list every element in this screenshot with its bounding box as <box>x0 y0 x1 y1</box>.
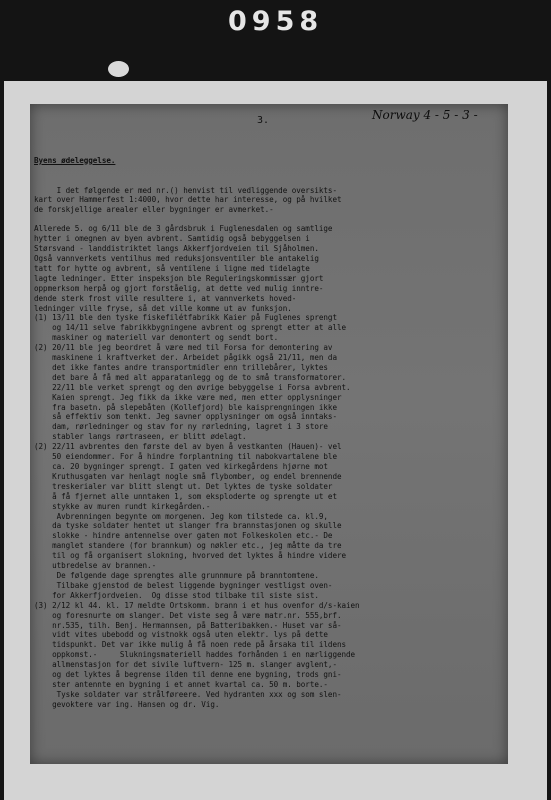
film-frame-number: 0958 <box>228 6 324 37</box>
text-line: utbredelse av brannen.- <box>34 561 157 571</box>
text-line: kart over Hammerfest 1:4000, hvor dette har interesse, og på hvilket <box>34 195 342 205</box>
text-line: da tyske soldater hentet ut slanger fra brannstasjonen og skulle <box>34 521 342 531</box>
text-line: (1) 13/11 ble den tyske fiskefilétfabrikk Kaier på Fuglenes sprengt <box>34 313 337 323</box>
text-line: Kruthusgaten var henlagt nogle små flybomber, og endel brennende <box>34 471 342 481</box>
document-page <box>30 104 508 764</box>
text-line: Også vannverkets ventilhus med reduksjonsventiler ble antakelig <box>34 253 319 263</box>
text-line: Allerede 5. og 6/11 ble de 3 gårdsbruk i Fuglenesdalen og samtlige <box>34 224 333 234</box>
text-line: stabler langs rørtraseen, er blitt ødelagt. <box>34 432 247 442</box>
text-line: lagte ledninger. Etter inspeksjon ble Reguleringskommissær gjort <box>34 273 324 283</box>
text-line: manglet standere (for brannkum) og nøkler etc., jeg måtte da tre <box>34 541 342 551</box>
text-line: nr.535, tilh. Benj. Hermannsen, på Batteribakken.- Huset var så- <box>34 620 342 630</box>
text-line: I det følgende er med nr.() henvist til vedliggende oversikts- <box>34 185 337 195</box>
text-line: vidt vites ubebodd og vistnokk også uten elektr. lys på dette <box>34 630 328 640</box>
text-line: ca. 20 bygninger sprengt. I gaten ved kirkegårdens hjørne mot <box>34 462 328 471</box>
text-line: og 14/11 selve fabrikkbygningene avbrent og sprengt etter at alle <box>34 323 347 333</box>
text-line: tatt for hytte og avbrent, så ventilene i ligne med tidelagte <box>34 263 310 273</box>
text-line: stykke av muren rundt kirkegården.- <box>34 501 211 511</box>
text-line: 22/11 ble verket sprengt og den øvrige bebyggelse i Forsa avbrent. <box>34 382 351 392</box>
typed-text-body <box>34 136 504 710</box>
text-line: dam, rørledninger og stav for ny rørledning, lagret i 3 store <box>34 422 328 432</box>
text-line: og foresnurte om slanger. Det viste seg å være matr.nr. 555,brf. <box>34 610 342 620</box>
text-line: Tyske soldater var strålføreere. Ved hydranten xxx og som slen- <box>34 689 342 699</box>
text-line: for Akkerfjordveien. Og disse stod tilbake til siste sist. <box>34 590 319 600</box>
text-line: maskiner og materiell var demontert og sendt bort. <box>34 333 279 343</box>
text-line: til og få organisert slokning, hvorved det lyktes å hindre videre <box>34 551 347 561</box>
text-line: å få fjernet alle unntaken 1, som eksploderte og sprengte ut et <box>34 491 337 501</box>
text-line: ledninger ville fryse, så det ville komme ut av funksjon. <box>34 303 292 313</box>
text-line: dende sterk frost ville resultere i, at vannverkets hoved- <box>34 293 297 303</box>
text-line: tidspunkt. Det var ikke mulig å få noen rede på årsaka til ildens <box>34 640 347 650</box>
text-line: det bare å få med alt apparatanlegg og de to små transformatorer. <box>34 372 347 382</box>
handwritten-annotation: Norway 4 - 5 - 3 - <box>372 108 478 122</box>
text-line: Avbrenningen begynte om morgenen. Jeg kom tilstede ca. kl.9, <box>34 511 328 521</box>
text-line: de forskjellige arealer eller bygninger er avmerket.- <box>34 205 274 215</box>
text-line <box>34 215 504 224</box>
text-line: allmenstasjon for det sivile luftvern- 125 m. slanger avglent,- <box>34 660 337 670</box>
text-line: og det lyktes å begrense ilden til denne ene bygning, trods gni- <box>34 670 342 680</box>
section-heading: Byens ødeleggelse. <box>34 155 116 165</box>
text-line: De følgende dage sprengtes alle grunnmure på branntomtene. <box>34 570 319 580</box>
text-line: oppmerksom herpå og gjort forståelig, at dette ved mulig inntre- <box>34 283 324 293</box>
text-line: fra basetn. på slepebåten (Kollefjord) ble kaisprengningen ikke <box>34 402 337 412</box>
text-line: treskerialer var blitt slengt ut. Det lyktes de tyske soldater <box>34 481 333 491</box>
text-line: hytter i omegnen av byen avbrent. Samtidig også bebyggelsen i <box>34 234 310 244</box>
page-number: 3. <box>257 115 270 126</box>
film-punch-hole <box>108 61 129 77</box>
text-line: så effektiv som tenkt. Jeg savner opplysninger om også inntaks- <box>34 412 337 422</box>
text-line: oppkomst.- Slukningsmateriell haddes forhånden i en nærliggende <box>34 650 356 660</box>
text-line: (2) 22/11 avbrentes den første del av byen å vestkanten (Hauen)- vel <box>34 442 342 452</box>
text-line: maskinene i kraftverket der. Arbeidet pågikk også 21/11, men da <box>34 353 337 363</box>
text-line: Kaien sprengt. Jeg fikk da ikke være med, men etter opplysninger <box>34 392 342 402</box>
text-line: (3) 2/12 kl 44. kl. 17 meldte Ortskomm. brann i et hus ovenfor d/s-kaien <box>34 600 360 610</box>
text-line: Tilbake gjenstod de belest liggende bygninger vestligst oven- <box>34 580 333 590</box>
text-line: (2) 20/11 ble jeg beordret å være med til Forsa for demontering av <box>34 343 333 353</box>
text-line: slokke - hindre antennelse over gaten mot Folkeskolen etc.- De <box>34 531 333 541</box>
text-line: det ikke fantes andre transportmidler enn trillebårer, lyktes <box>34 362 328 372</box>
text-line: Størsvand - landdistriktet langs Akkerfjordveien til Sjåholmen. <box>34 244 319 254</box>
text-line: 50 eiendommer. For å hindre forplantning til nabokvartalene ble <box>34 452 337 462</box>
text-line: gevoktere var ing. Hansen og dr. Vig. <box>34 699 220 709</box>
text-line: ster antennte en bygning i et annet kvartal ca. 50 m. borte.- <box>34 679 328 689</box>
